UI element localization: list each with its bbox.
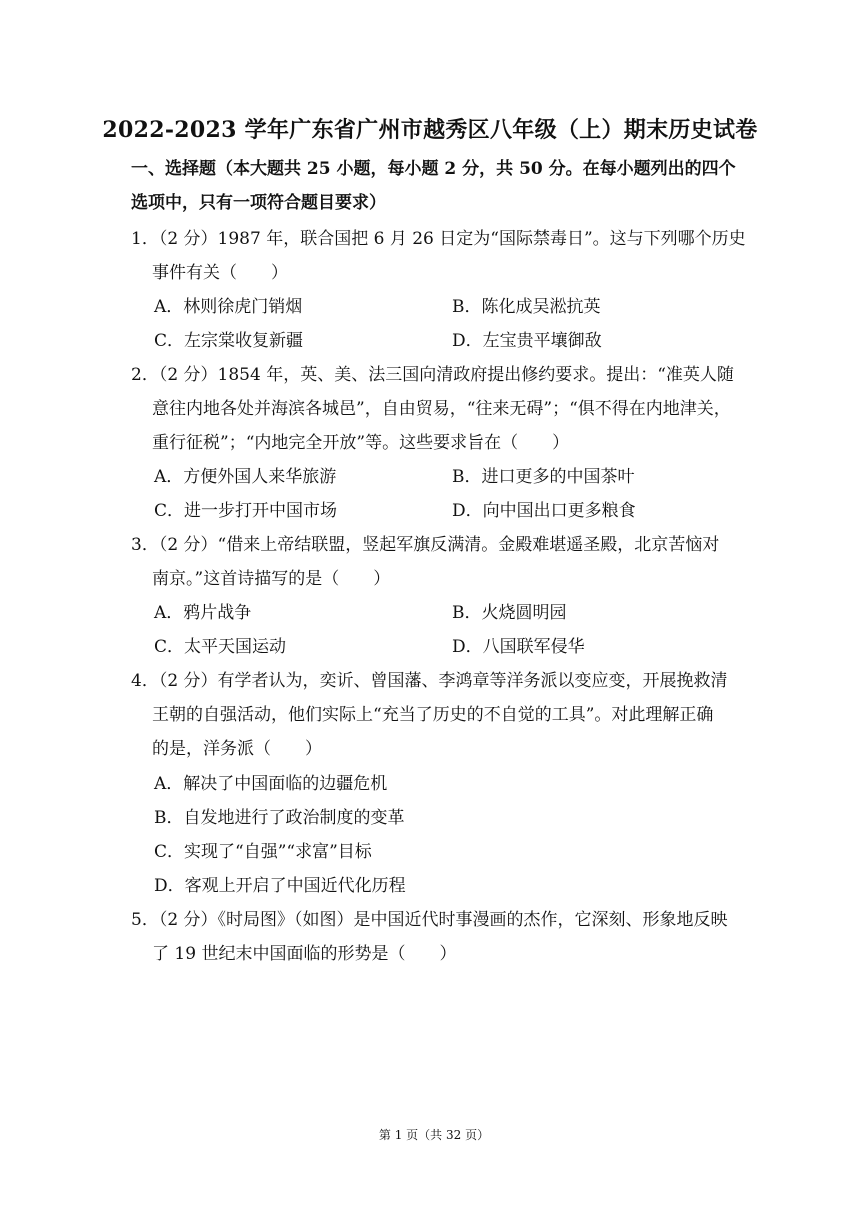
- question-2-line-3: 重行征税”；“内地完全开放”等。这些要求旨在（ ）: [152, 433, 570, 453]
- question-1-option-a: A．林则徐虎门销烟: [154, 297, 303, 317]
- question-1-option-c: C．左宗棠收复新疆: [154, 331, 304, 351]
- question-3-option-b: B．火烧圆明园: [452, 603, 567, 623]
- question-2-line-2: 意往内地各处并海滨各城邑”，自由贸易，“往来无碍”；“俱不得在内地津关，: [152, 399, 731, 419]
- question-3-line-2: 南京。”这首诗描写的是（ ）: [152, 569, 391, 589]
- question-1-option-d: D．左宝贵平壤御敌: [452, 331, 602, 351]
- question-3-option-a: A．鸦片战争: [154, 603, 252, 623]
- question-2-option-c: C．进一步打开中国市场: [154, 501, 338, 521]
- section-heading-line-1: 一、选择题（本大题共 25 小题，每小题 2 分，共 50 分。在每小题列出的四个: [131, 159, 736, 179]
- section-heading-line-2: 选项中，只有一项符合题目要求）: [131, 193, 386, 213]
- question-2-option-b: B．进口更多的中国茶叶: [452, 467, 635, 487]
- question-4-option-d: D．客观上开启了中国近代化历程: [154, 876, 406, 896]
- question-3-line-1: 3．（2 分）“借来上帝结联盟，竖起军旗反满清。金殿难堪遥圣殿，北京苦恼对: [131, 535, 720, 555]
- question-4-line-2: 王朝的自强活动，他们实际上“充当了历史的不自觉的工具”。对此理解正确: [152, 705, 714, 725]
- question-1-line-2: 事件有关（ ）: [152, 263, 288, 283]
- question-4-line-3: 的是，洋务派（ ）: [152, 739, 322, 759]
- question-2-option-a: A．方便外国人来华旅游: [154, 467, 337, 487]
- question-4-line-1: 4．（2 分）有学者认为，奕䜣、曾国藩、李鸿章等洋务派以变应变，开展挽救清: [131, 671, 728, 691]
- question-5-line-1: 5．（2 分）《时局图》（如图）是中国近代时事漫画的杰作，它深刻、形象地反映: [131, 910, 728, 930]
- question-2-line-1: 2．（2 分）1854 年，英、美、法三国向清政府提出修约要求。提出：“准英人随: [131, 365, 734, 385]
- question-5-line-2: 了 19 世纪末中国面临的形势是（ ）: [152, 944, 457, 964]
- question-4-option-b: B．自发地进行了政治制度的变革: [154, 808, 405, 828]
- question-3-option-c: C．太平天国运动: [154, 637, 287, 657]
- question-4-option-c: C．实现了“自强”“求富”目标: [154, 842, 372, 862]
- question-4-option-a: A．解决了中国面临的边疆危机: [154, 774, 388, 794]
- section-heading: [131, 152, 756, 220]
- exam-title: 2022-2023 学年广东省广州市越秀区八年级（上）期末历史试卷: [102, 117, 758, 143]
- question-1-line-1: 1．（2 分）1987 年，联合国把 6 月 26 日定为“国际禁毒日”。这与下列哪个历史: [131, 229, 746, 249]
- question-1-option-b: B．陈化成吴淞抗英: [452, 297, 601, 317]
- page-footer: 第 1 页（共 32 页）: [378, 1128, 490, 1142]
- question-2-option-d: D．向中国出口更多粮食: [452, 501, 636, 521]
- question-3-option-d: D．八国联军侵华: [452, 637, 585, 657]
